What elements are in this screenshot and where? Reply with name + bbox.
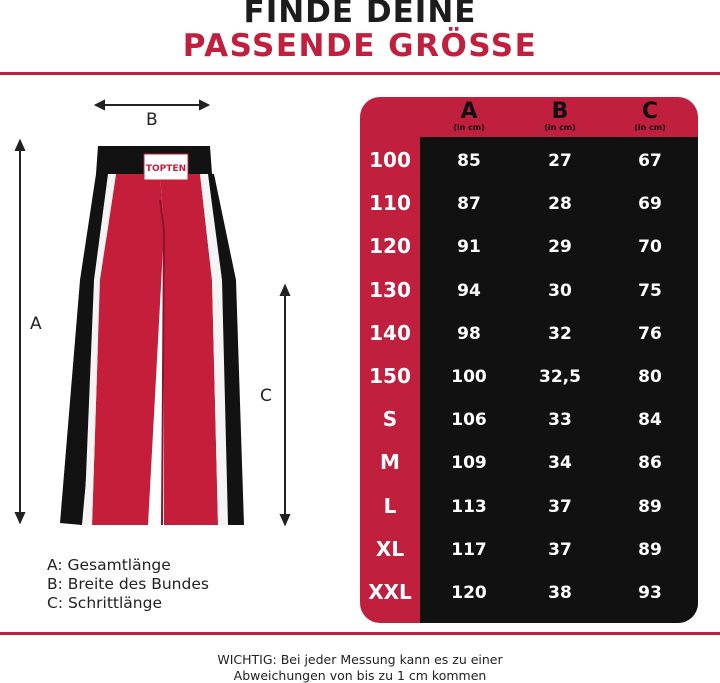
row-size-label: 100 (369, 148, 411, 172)
column-header-c (605, 101, 695, 133)
cell-b: 37 (548, 539, 572, 560)
cell-c: 89 (638, 539, 662, 560)
title-line-1: FINDE DEINE (243, 0, 477, 30)
footer-note (0, 652, 720, 683)
cell-c: 80 (638, 367, 662, 387)
legend-item-c: C: Schrittlänge (47, 594, 162, 612)
column-letter-a: A (460, 99, 478, 124)
cell-a: 98 (457, 323, 481, 344)
label-c: C (260, 386, 272, 406)
label-a: A (30, 314, 42, 334)
cell-c: 75 (638, 280, 662, 301)
column-unit-b: (in cm) (544, 123, 576, 132)
label-b: B (146, 110, 158, 130)
cell-c: 84 (638, 410, 662, 431)
cell-a: 87 (457, 194, 481, 215)
row-size-label: M (380, 450, 400, 475)
cell-a: 85 (457, 151, 481, 171)
cell-b: 30 (548, 280, 572, 301)
column-letter-b: B (551, 99, 569, 124)
size-table (360, 97, 698, 623)
arrowhead-c-bottom (281, 515, 289, 524)
arrowhead-b-right (200, 101, 208, 109)
cell-a: 100 (451, 367, 487, 387)
title-line-2: PASSENDE GRÖSSE (182, 28, 538, 64)
cell-c: 89 (638, 496, 662, 517)
column-unit-a: (in cm) (453, 123, 485, 132)
row-size-label: L (383, 493, 397, 518)
cell-b: 37 (548, 496, 572, 517)
cell-a: 106 (451, 410, 487, 431)
cell-a: 91 (457, 237, 481, 258)
cell-c: 70 (638, 237, 662, 258)
cell-a: 113 (451, 496, 487, 517)
cell-b: 29 (548, 237, 572, 258)
cell-a: 120 (451, 583, 487, 603)
footer-note-line-2: Abweichungen von bis zu 1 cm kommen (233, 668, 487, 683)
cell-b: 27 (548, 151, 572, 171)
column-letter-c: C (641, 99, 659, 124)
arrowhead-a-bottom (16, 513, 24, 522)
legend-item-b: B: Breite des Bundes (47, 575, 209, 593)
arrowhead-c-top (281, 286, 289, 295)
bottom-divider (0, 632, 720, 635)
cell-b: 28 (548, 194, 572, 215)
cell-c: 93 (638, 583, 662, 603)
legend-item-a: A: Gesamtlänge (47, 556, 171, 574)
cell-a: 109 (451, 453, 487, 474)
row-size-label: 140 (369, 320, 411, 345)
logo-text: TOPTEN (145, 164, 187, 174)
cell-c: 67 (638, 151, 662, 171)
cell-b: 33 (548, 410, 572, 431)
cell-b: 34 (548, 453, 572, 474)
arrowhead-a-top (16, 141, 24, 150)
row-size-label: S (382, 407, 398, 432)
footer-note-line-1: WICHTIG: Bei jeder Messung kann es zu einer (217, 652, 503, 667)
cell-c: 76 (638, 323, 662, 344)
cell-b: 32 (548, 323, 572, 344)
row-size-label: XXL (368, 580, 412, 604)
cell-b: 32,5 (539, 367, 581, 387)
column-unit-c: (in cm) (634, 123, 666, 132)
cell-c: 69 (638, 194, 662, 215)
arrowhead-b-left (96, 101, 104, 109)
row-size-label: 150 (369, 364, 411, 388)
legend (47, 556, 209, 613)
column-header-b (515, 101, 605, 133)
row-size-label: 120 (369, 234, 411, 259)
row-size-label: XL (375, 536, 405, 561)
cell-b: 38 (548, 583, 572, 603)
cell-c: 86 (638, 453, 662, 474)
column-header-a (424, 101, 514, 133)
row-size-label: 110 (369, 191, 411, 216)
pants-image (60, 140, 270, 530)
cell-a: 117 (451, 539, 487, 560)
row-size-label: 130 (369, 277, 411, 302)
cell-a: 94 (457, 280, 481, 301)
